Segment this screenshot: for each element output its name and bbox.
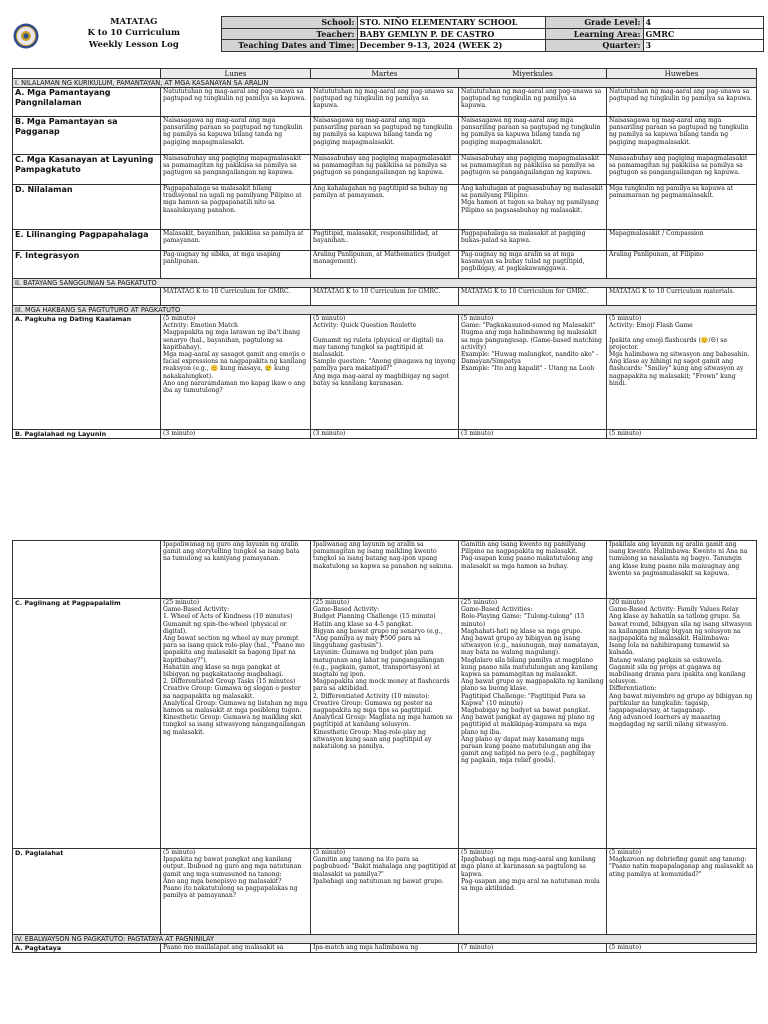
cell-integrasyon-lunes: Pag-uugnay ng sibika, at mga usaping panlipunan.	[161, 251, 311, 279]
deped-seal-icon	[13, 23, 39, 49]
grade-value: 4	[643, 17, 763, 29]
cell-pagganap-martes: Naisasagawa ng mag-aaral ang mga pansariling paraan sa pagtupad ng tungkulin ng pamilya sa kapuwa bilang tanda ng pagiging mapagmalasakit.	[311, 117, 459, 155]
school-label: School:	[221, 17, 357, 29]
teacher-label: Teacher:	[221, 28, 357, 40]
cell-paglalahad-huwebes: (5 minuto)	[607, 430, 757, 439]
cell-paglalahat-martes: (5 minuto) Gamitin ang tanong na ito para sa pagbubuod: "Bakit mahalaga ang pagtitipid at malasakit sa pamilya?" Ipabahagi ang natutunan ng bawat grupo.	[311, 849, 459, 935]
cell-sanggunian-martes: MATATAG K to 10 Curriculum for GMRC.	[311, 288, 459, 306]
grade-label: Grade Level:	[545, 17, 643, 29]
dates-value: December 9-13, 2024 (WEEK 2)	[357, 40, 545, 52]
cell-pagkuha-lunes: (5 minuto) Activity: Emotion Match Magpapakita ng mga larawan ng iba't ibang senaryo (hal., bayanihan, pagtulong sa kapitbahay). Mga mag-aaral ay sasagot gamit ang emojis o facial expressions na nagpapakita ng kanilang reaksyon (e.g., 😊 kung masaya, 😢 kung nakakalungkot). Ano ang nararamdaman mo kapag ikaw o ang iba ay tumutulong?	[161, 315, 311, 430]
cell-paglalahat-miyerkules: (5 minuto) Ipagbahagi ng mga mag-aaral ang kanilang mga plano at karanasan sa pagtulong sa kapwa. Pag-usapan ang mga aral na natutunan mula sa mga aktibidad.	[459, 849, 607, 935]
header-table	[5, 16, 764, 52]
cell-paglalahat-huwebes: (5 minuto) Magkaroon ng debriefing gamit ang tanong: "Paano natin mapapalaganap ang malasakit sa ating pamilya at komunidad?"	[607, 849, 757, 935]
cell-pagkuha-huwebes: (5 minuto) Activity: Emoji Flash Game Ipakita ang emoji flashcards (😊/☹) sa projector. Mga halimbawa ng sitwasyon ang babasahin. Ang klase ay hihingi ng sagot gamit ang flashcards: "Smiley" kung ang sitwasyon ay nagpapakita ng malasakit; "Frown" kung hindi.	[607, 315, 757, 430]
cell-pangnilalaman-martes: Natututuhan ng mag-aaral ang pag-unawa sa pagtupad ng tungkulin ng pamilya sa kapuwa.	[311, 88, 459, 117]
cell-pagganap-miyerkules: Naisasagawa ng mag-aaral ang mga pansariling paraan sa pagtupad ng tungkulin ng pamilya sa kapuwa bilang tanda ng pagiging mapagmalasakit.	[459, 117, 607, 155]
row-label-nilalaman: D. Nilalaman	[13, 185, 161, 230]
lesson-log-page-2	[0, 540, 768, 1024]
day-header-martes: Martes	[311, 69, 459, 79]
cell-pangnilalaman-huwebes: Natututuhan ng mag-aaral ang pag-unawa sa pagtupad ng tungkulin ng pamilya sa kapuwa.	[607, 88, 757, 117]
cell-pagtataya-martes: Ipa-match ang mga halimbawa ng	[311, 944, 459, 953]
cell-pagpapahalaga-miyerkules: Pagpapahalaga sa malasakit at pagiging bukas-palad sa kapwa.	[459, 230, 607, 251]
lesson-grid-page-2	[12, 540, 757, 953]
cell-pagganap-huwebes: Naisasagawa ng mag-aaral ang mga pansariling paraan sa pagtupad ng tungkulin ng pamilya sa kapuwa bilang tanda ng pagiging mapagmalasakit.	[607, 117, 757, 155]
cell-nilalaman-miyerkules: Ang kahulugan at pagsasabuhay ng malasakit sa pamilyang Pilipino. Mga hamon at tugon sa buhay ng pamilyang Pilipino sa pagsasabuhay ng malasakit.	[459, 185, 607, 230]
row-label-pagtataya: A. Pagtataya	[13, 944, 161, 953]
row-label-pagganap: B. Mga Pamantayan sa Pagganap	[13, 117, 161, 155]
cell-integrasyon-huwebes: Araling Panlipunan, at Filipino	[607, 251, 757, 279]
row-label-pagpapahalaga: E. Lilinanging Pagpapahalaga	[13, 230, 161, 251]
day-header-miyerkules: Miyerkules	[459, 69, 607, 79]
lesson-log-page-1	[0, 0, 768, 470]
quarter-label: Quarter:	[545, 40, 643, 52]
area-value: GMRC	[643, 28, 763, 40]
cell-nilalaman-martes: Ang kahalagahan ng pagtitipid sa buhay ng pamilya at pamayanan.	[311, 185, 459, 230]
curriculum-title: K to 10 Curriculum	[87, 28, 181, 39]
area-label: Learning Area:	[545, 28, 643, 40]
day-header-huwebes: Huwebes	[607, 69, 757, 79]
cell-pangnilalaman-miyerkules: Natututuhan ng mag-aaral ang pag-unawa sa pagtupad ng tungkulin ng pamilya sa kapuwa.	[459, 88, 607, 117]
section-heading-1: I. NILALAMAN NG KURIKULUM, PAMANTAYAN, AT MGA KASANAYAN SA ARALIN	[13, 79, 757, 88]
row-label-paglalahat: D. Paglalahat	[13, 849, 161, 935]
quarter-value: 3	[643, 40, 763, 52]
cell-paglalahad-cont-miyerkules: Gamitin ang isang kwento ng pamilyang Pilipino na nagpapakita ng malasakit. Pag-usapan kung paano makatutulong ang malasakit sa mga hamon sa buhay.	[459, 541, 607, 599]
row-label-pangnilalaman: A. Mga Pamantayang Pangnilalaman	[13, 88, 161, 117]
row-label-paglinang: C. Paglinang at Pagpapalalim	[13, 599, 161, 849]
row-label-pagkuha: A. Pagkuha ng Dating Kaalaman	[13, 315, 161, 430]
school-value: STO. NIÑO ELEMENTARY SCHOOL	[357, 17, 545, 29]
cell-pagtataya-lunes: Paano mo maiilalapat ang malasakit sa	[161, 944, 311, 953]
dates-label: Teaching Dates and Time:	[221, 40, 357, 52]
cell-paglalahat-lunes: (5 minuto) Ipapakita ng bawat pangkat ang kanilang output. Ibubuod ng guro ang mga natutunan gamit ang mga sumusunod na tanong: Ano ang mga benepisyo ng malasakit? Paano ito nakatutulong sa pagpapalakas ng pamilya at pamayanan?	[161, 849, 311, 935]
cell-sanggunian-lunes: MATATAG K to 10 Curriculum for GMRC.	[161, 288, 311, 306]
row-label-integrasyon: F. Integrasyon	[13, 251, 161, 279]
log-title: Weekly Lesson Log	[88, 39, 179, 50]
teacher-value: BABY GEMLYN P. DE CASTRO	[357, 28, 545, 40]
cell-kasanayan-martes: Naisasabuhay ang pagiging mapagmalasakit sa pamamagitan ng pakikiisa sa pamilya sa pagtugon sa pangangailangan ng kapuwa.	[311, 155, 459, 185]
cell-paglalahad-cont-martes: Ipaliwanag ang layunin ng aralin sa pamamagitan ng isang maikling kwento tungkol sa isang batang nag-ipon upang makatulong sa kapwa sa panahon ng sakuna.	[311, 541, 459, 599]
cell-pagpapahalaga-martes: Pagtitipid, malasakit, responsibilidad, at bayanihan..	[311, 230, 459, 251]
cell-pagtataya-miyerkules: (7 minuto)	[459, 944, 607, 953]
cell-paglinang-lunes: (25 minuto) Game-Based Activity: 1. Wheel of Acts of Kindness (10 minutes) Gumamit ng spin-the-wheel (physical or digital). Ang bawat section ng wheel ay may prompt para sa isang quick role-play (hal., "Paano mo ipapakita ang malasakit sa bagong lipat na kapitbahay?"). Hahatiin ang klase sa mga pangkat at bibigyan ng pagkakataong magbahagi. 2. Differentiated Group Tasks (15 minutes) Creative Group: Gumawa ng slogan o poster na nagpapakita ng malasakit. Analytical Group: Gumawa ng listahan ng mga hamon sa malasakit at mga posibleng tugon. Kinesthetic Group: Gumawa ng maikling skit tungkol sa isang sitwasyong nangangailangan ng malasakit.	[161, 599, 311, 849]
program-title: MATATAG	[110, 16, 158, 27]
cell-pagkuha-miyerkules: (5 minuto) Game: "Pagkakasunod-sunod ng Malasakit" Itugma ang mga halimbawang ng malasakit sa mga pangungusap. (Game-based matching activity) Example: "Huwag malungkot, nandito ako" - Damayan/Simpatya Example: "Ito ang kapalit" - Utang na Loob	[459, 315, 607, 430]
cell-sanggunian-miyerkules: MATATAG K to 10 Curriculum for GMRC.	[459, 288, 607, 306]
cell-paglalahad-martes: (3 minuto)	[311, 430, 459, 439]
cell-paglinang-miyerkules: (25 minuto) Game-Based Activities: Role-Playing Game: "Tulong-tulong" (15 minuto) Maghahati-hati ng klase sa mga grupo. Ang bawat grupo ay bibigyan ng isang sitwasyon (e.g., nasunugan, may namatayan, may bata na walang magulang). Maglalaro sila bilang pamilya at magplano kung paano nila matutulungan ang kanilang kapwa sa pamamagitan ng malasakit. Ang bawat grupo ay magpapakita ng kanilang plano sa buong klase. Pagtitipid Challenge: "Pagtitipid Para sa Kapwa" (10 minuto) Magbabigay ng badyet sa bawat pangkat. Ang bawat pangkat ay gagawa ng plano ng pagtitipid at makikipag-kumpara sa mga plano ng iba. Ang plano ay dapat may kasamang mga paraan kung paano matutulungan ang iba gamit ang natipid na pera (e.g., pagbibigay ng pagkain, mga relief goods).	[459, 599, 607, 849]
cell-kasanayan-huwebes: Naisasabuhay ang pagiging mapagmalasakit sa pamamagitan ng pakikiisa sa pamilya sa pagtugon sa pangangailangan ng kapuwa.	[607, 155, 757, 185]
cell-paglalahad-miyerkules: (3 minuto)	[459, 430, 607, 439]
cell-pagpapahalaga-huwebes: Mapagmalasakit / Compassion	[607, 230, 757, 251]
cell-kasanayan-lunes: Naisasabuhay ang pagiging mapagmalasakit sa pamamagitan ng pakikiisa sa pamilya sa pagtugon sa pangangailangan ng kapuwa.	[161, 155, 311, 185]
row-label-paglalahad: B. Paglalahad ng Layunin	[13, 430, 161, 439]
cell-paglalahad-lunes: (3 minuto)	[161, 430, 311, 439]
cell-integrasyon-miyerkules: Pag-uugnay ng mga aralin sa at mga kasanayan sa buhay tulad ng pagtitipid, pagbibigay, at pagkakawanggawa.	[459, 251, 607, 279]
cell-integrasyon-martes: Araling Panlipunan, at Mathematics (budget management).	[311, 251, 459, 279]
cell-pangnilalaman-lunes: Natututuhan ng mag-aaral ang pag-unawa sa pagtupad ng tungkulin ng pamilya sa kapuwa.	[161, 88, 311, 117]
cell-pagkuha-martes: (5 minuto) Activity: Quick Question Roulette Gumamit ng ruleta (physical or digital) na may tanong tungkol sa pagtitipid at malasakit. Sample question: "Anong ginagawa ng inyong pamilya para makatipid?" Ang mga mag-aaral ay magbibigay ng sagot batay sa kanilang karanasan.	[311, 315, 459, 430]
cell-paglinang-huwebes: (20 minuto) Game-Based Activity: Family Values Relay Ang klase ay hahatiin sa tatlong grupo. Sa bawat round, bibigyan sila ng isang sitwasyon na kailangan nilang bigyan ng solusyon na nagpapakita ng malasakit. Halimbawa: Isang lola na nahihirapang tumawid sa kalsada. Batang walang pagkain sa eskuwela. Gagamit sila ng props at gagawa ng mabilisang drama para ipakita ang kanilang solusyon. Differentiation: Ang bawat miyembro ng grupo ay bibigyan ng partikular na tungkulin: tagasip, tagapagsalaysay, at tagaganap. Ang advanced learners ay maaaring magdagdag ng sarili nilang sitwasyon.	[607, 599, 757, 849]
deped-seal	[5, 17, 47, 52]
cell-nilalaman-huwebes: Mga tungkulin ng pamilya sa kapuwa at pamamaraan ng pagmamalasakit.	[607, 185, 757, 230]
lesson-grid-page-1	[12, 68, 757, 439]
section-heading-2: II. BATAYANG SANGGUNIAN SA PAGKATUTO	[13, 279, 757, 288]
cell-nilalaman-lunes: Pagpapahalaga sa malasakit bilang tradisyonal na ugali ng pamilyang Pilipino at mga hamon sa pagpapanatili nito sa kasalukuyang panahon.	[161, 185, 311, 230]
row-label-kasanayan: C. Mga Kasanayan at Layuning Pampagkatuto	[13, 155, 161, 185]
cell-sanggunian-huwebes: MATATAG K to 10 Curriculum materials.	[607, 288, 757, 306]
cell-pagtataya-huwebes: (5 minuto)	[607, 944, 757, 953]
cell-paglalahad-cont-lunes: Ipapaliwanag ng guro ang layunin ng aralin gamit ang storytelling tungkol sa isang bata na tumulong sa kaniyang pamayanan.	[161, 541, 311, 599]
cell-pagganap-lunes: Naisasagawa ng mag-aaral ang mga pansariling paraan sa pagtupad ng tungkulin ng pamilya sa kapuwa bilang tanda ng pagiging mapagmalasakit.	[161, 117, 311, 155]
cell-paglinang-martes: (25 minuto) Game-Based Activity: Budget Planning Challenge (15 minuto) Hatiin ang klase sa 4-5 pangkat. Bigyan ang bawat grupo ng senaryo (e.g., "Ang pamilya ay may ₱500 para sa lingguhang gastusin"). Layunin: Gumawa ng budget plan para matugunan ang lahat ng pangangailangan (e.g., pagkain, gamot, transportasyon) at magtabi ng ipon. Magpapakita ang mock money at flashcards para sa aktibidad. 2. Differentiated Activity (10 minuto): Creative Group: Gumawa ng poster na nagpapakita ng mga tips sa pagtitipid. Analytical Group: Maglista ng mga hamon sa pagtitipid at kanilang solusyon. Kinesthetic Group: Mag-role-play ng sitwasyon kung saan ang pagtitipid ay nakatulong sa pamilya.	[311, 599, 459, 849]
cell-pagpapahalaga-lunes: Malasakit, bayanihan, pakikiisa sa pamilya at pamayanan.	[161, 230, 311, 251]
section-heading-3: III. MGA HAKBANG SA PAGTUTURO AT PAGKATUTO	[13, 306, 757, 315]
cell-paglalahad-cont-huwebes: Ipakilala ang layunin ng aralin gamit ang isang kwento. Halimbawa: Kwento ni Ana na tumulong sa nasalanta ng bagyo. Tanungin ang klase kung paano nila maiuugnay ang kwento sa pagmamalasakit sa kapuwa.	[607, 541, 757, 599]
section-heading-4: IV. EBALWAYSON NG PAGKATUTO: PAGTATAYA AT PAGNINILAY	[13, 935, 757, 944]
cell-kasanayan-miyerkules: Naisasabuhay ang pagiging mapagmalasakit sa pamamagitan ng pakikiisa sa pamilya sa pagtugon sa pangangailangan ng kapuwa.	[459, 155, 607, 185]
day-header-lunes: Lunes	[161, 69, 311, 79]
